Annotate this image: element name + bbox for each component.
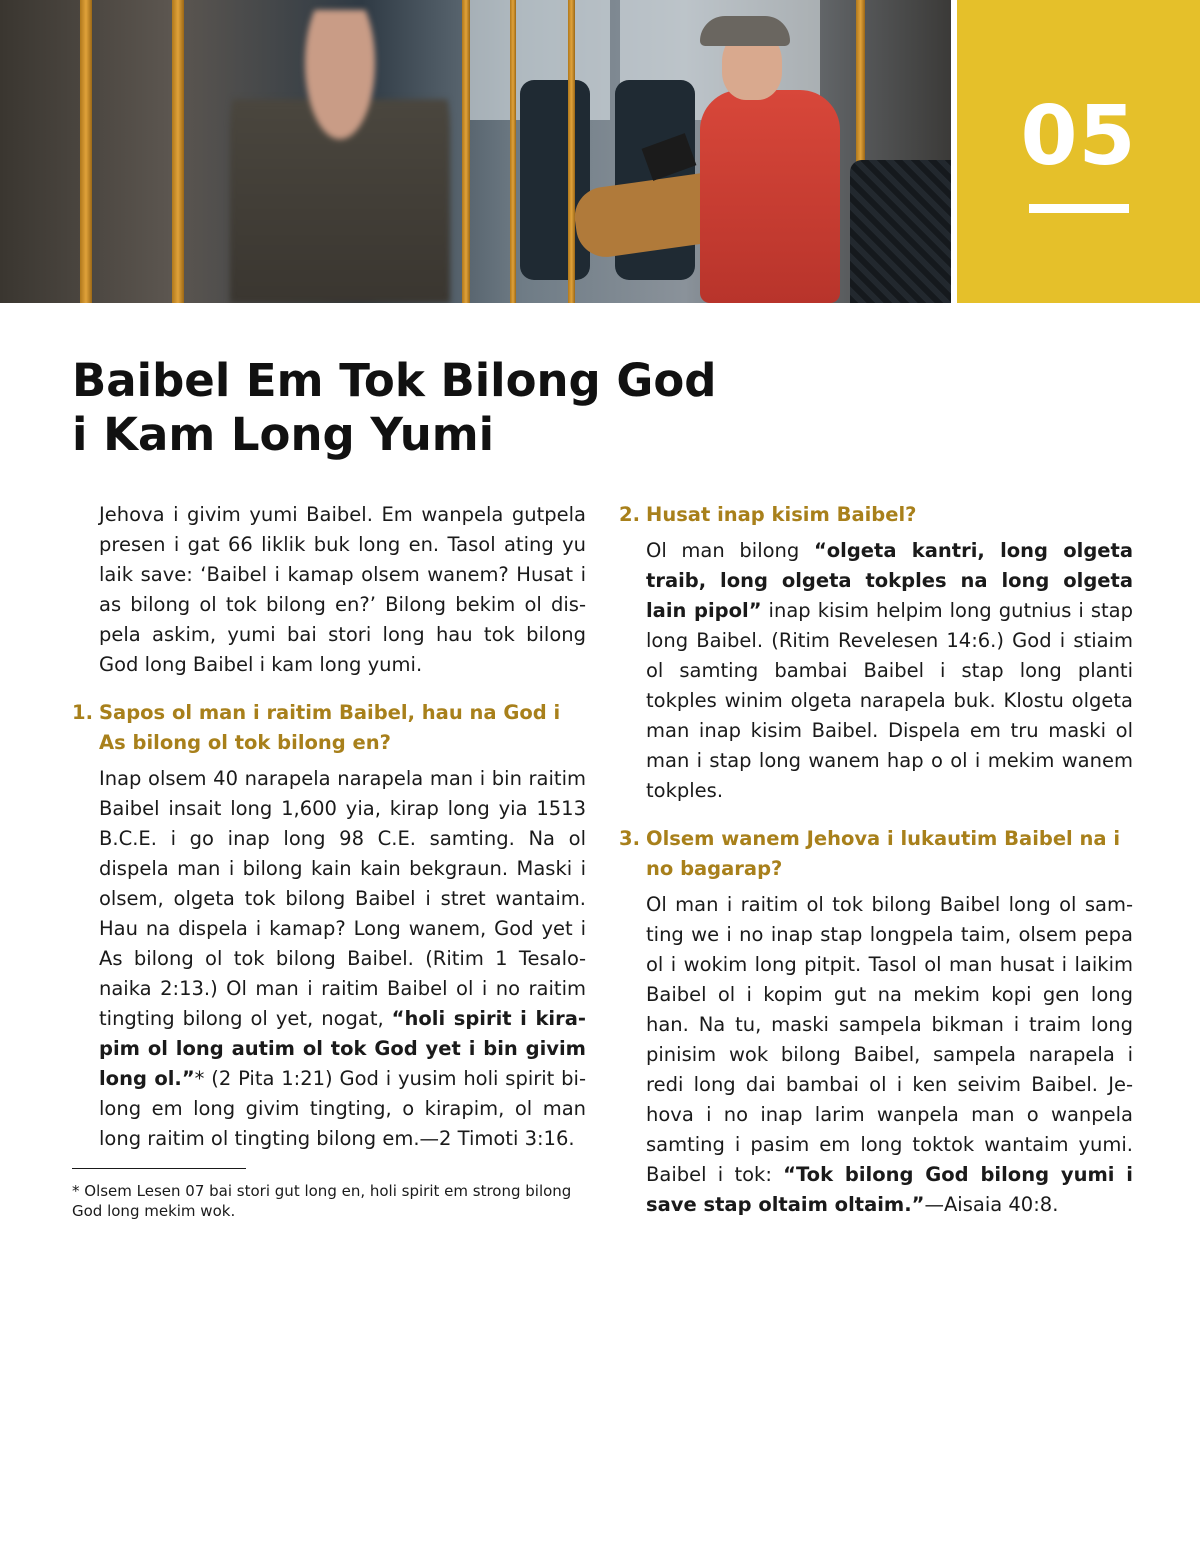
answer-2 (619, 536, 1133, 806)
question-2 (619, 500, 1133, 530)
right-column (619, 500, 1133, 1220)
question-text: Husat inap kisim Baibel? (646, 503, 917, 526)
answer-text: * (2 Pita 1:21) God i yusim holi spirit bilong em long givim tingting, o kirapim, ol man long raitim ol tingting bilong em.—2 Timoti 3:16. (99, 1067, 586, 1150)
question-1 (72, 698, 586, 758)
chapter-badge (957, 0, 1200, 303)
answer-text: —Aisaia 40:8. (924, 1193, 1059, 1216)
reader-jacket (700, 90, 840, 303)
question-number: 3. (619, 827, 640, 850)
bus-pole (568, 0, 575, 303)
question-number: 1. (72, 701, 93, 724)
bus-pole (172, 0, 184, 303)
answer-quote: “Tok bilong God bilong yumi i save stap oltaim oltaim.” (646, 1163, 1133, 1216)
answer-3 (619, 890, 1133, 1220)
answer-1 (72, 764, 586, 1154)
question-number: 2. (619, 503, 640, 526)
sleeping-passenger (230, 10, 450, 303)
bus-pole (510, 0, 516, 303)
left-column (72, 500, 586, 1221)
chapter-underline (1029, 204, 1129, 213)
answer-text: Ol man bilong (646, 539, 814, 562)
question-text: Sapos ol man i raitim Baibel, hau na God i As bilong ol tok bilong en? (99, 701, 561, 754)
intro-paragraph: Jehova i givim yumi Baibel. Em wanpela gutpela presen i gat 66 liklik buk long en. Tasol ating yu laik save: ‘Baibel i kamap olsem wanem? Husat i as bilong ol tok bilong en?’ Bilong bekim ol dispela askim, yumi bai stori long hau tok bilong God long Baibel i kam long yumi. (99, 503, 586, 676)
bus-pole (80, 0, 92, 303)
question-text: Olsem wanem Jehova i lukautim Baibel na i no bagarap? (646, 827, 1121, 880)
answer-text: Inap olsem 40 narapela narapela man i bin raitim Baibel insait long 1,600 yia, kirap long yia 1513 B.C.E. i go inap long 98 C.E. samting. Na ol dispela man i bilong kain kain bekgraun. Maski i olsem, olgeta tok bilong Baibel i stret wantaim. Hau na dispela i kamap? Long wanem, God yet i As bilong ol tok bilong Baibel. (Ritim 1 Tesalonaika 2:13.) Ol man i raitim Baibel ol i no raitim tingting bilong ol yet, nogat, (99, 767, 586, 1030)
footnote: * Olsem Lesen 07 bai stori gut long en, holi spirit em strong bilong God long mekim wok. (72, 1182, 572, 1220)
question-3 (619, 824, 1133, 884)
answer-text: Ol man i raitim ol tok bilong Baibel long ol samting we i no inap stap longpela taim, olsem pepa ol i wokim long pitpit. Tasol ol man husat i laikim Baibel ol i kopim gut na mekim kopi gen long han. Na tu, maski sampela bikman i traim long pinisim wok bilong Baibel, sampela narapela i redi long dai bambai ol i ken seivim Baibel. Jehova i no inap larim wanpela man o wanpela samting i pasim em long toktok wantaim yumi. Baibel i tok: (646, 893, 1133, 1186)
bus-seat (520, 80, 590, 280)
reader-cap (700, 16, 790, 46)
answer-quote: “olgeta kantri, long olgeta traib, long olgeta tokples na long olgeta lain pipol” (646, 539, 1133, 622)
bus-pole (462, 0, 470, 303)
title-line-2: i Kam Long Yumi (72, 408, 495, 461)
footnote-divider (72, 1168, 246, 1169)
header-photo (0, 0, 951, 303)
answer-quote: “holi spirit i kirapim ol long autim ol tok God yet i bin givim long ol.” (99, 1007, 586, 1090)
chapter-number: 05 (1020, 89, 1137, 184)
handbag (850, 160, 951, 303)
page-title (72, 354, 772, 462)
title-line-1: Baibel Em Tok Bilong God (72, 354, 717, 407)
answer-text: inap kisim helpim long gutnius i stap long Baibel. (Ritim Revelesen 14:6.) God i stiaim ol samting bambai Baibel i stap long planti tokples winim olgeta narapela buk. Klostu olgeta man inap kisim Baibel. Dispela em tru maski ol man i stap long wanem hap o ol i mekim wanem tokples. (646, 599, 1133, 802)
